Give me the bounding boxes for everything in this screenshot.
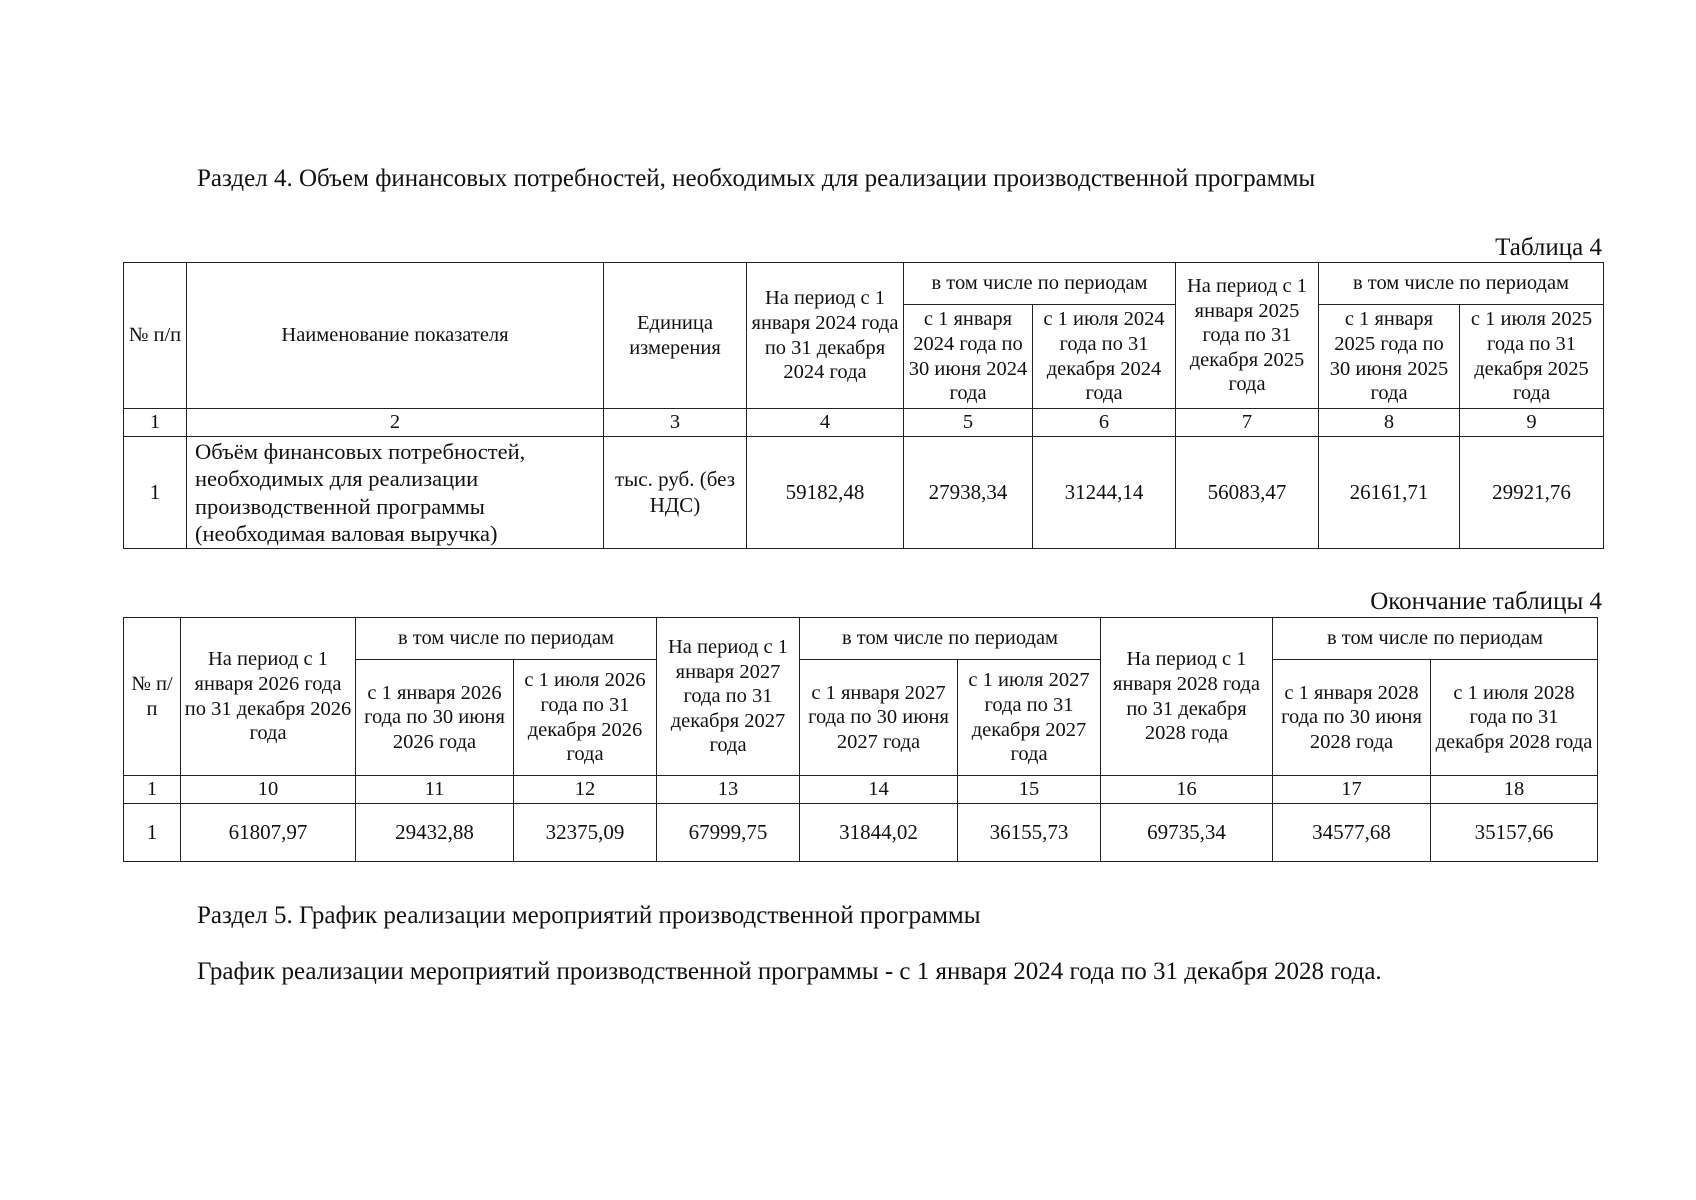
section-5-title: Раздел 5. График реализации мероприятий производственной программы bbox=[197, 902, 981, 929]
section-5-text: График реализации мероприятий производственной программы - с 1 января 2024 года по 31 декабря 2028 года. bbox=[197, 958, 1382, 985]
header-including-2025: в том числе по периодам bbox=[1319, 263, 1604, 305]
header-h1-2026: с 1 января 2026 года по 30 июня 2026 года bbox=[356, 660, 514, 776]
header-h2-2028: с 1 июля 2028 года по 31 декабря 2028 года bbox=[1431, 660, 1598, 776]
value-2025: 56083,47 bbox=[1176, 437, 1319, 549]
column-number-row bbox=[124, 776, 1598, 804]
header-h1-2024: с 1 января 2024 года по 30 июня 2024 года bbox=[904, 305, 1033, 409]
header-num: № п/п bbox=[124, 263, 187, 409]
column-number: 14 bbox=[800, 776, 958, 804]
table-4-caption: Таблица 4 bbox=[1495, 234, 1602, 261]
column-number: 18 bbox=[1431, 776, 1598, 804]
column-number: 12 bbox=[514, 776, 657, 804]
column-number: 13 bbox=[657, 776, 800, 804]
financial-needs-table-continuation bbox=[123, 617, 1598, 862]
section-4-title: Раздел 4. Объем финансовых потребностей, необходимых для реализации производственной программы bbox=[197, 165, 1316, 192]
financial-needs-table bbox=[123, 262, 1604, 549]
header-unit: Единица измерения bbox=[604, 263, 747, 409]
column-number: 10 bbox=[181, 776, 356, 804]
row-num: 1 bbox=[124, 437, 187, 549]
header-period-2028: На период с 1 января 2028 года по 31 декабря 2028 года bbox=[1101, 618, 1273, 776]
column-number: 5 bbox=[904, 409, 1033, 437]
header-h2-2027: с 1 июля 2027 года по 31 декабря 2027 года bbox=[958, 660, 1101, 776]
column-number-row bbox=[124, 409, 1604, 437]
value-2028: 69735,34 bbox=[1101, 804, 1273, 862]
column-number: 17 bbox=[1273, 776, 1431, 804]
column-number: 1 bbox=[124, 409, 187, 437]
column-number: 3 bbox=[604, 409, 747, 437]
unit-value: тыс. руб. (без НДС) bbox=[604, 437, 747, 549]
column-number: 1 bbox=[124, 776, 181, 804]
header-indicator-name: Наименование показателя bbox=[187, 263, 604, 409]
value-2024: 59182,48 bbox=[747, 437, 904, 549]
table-row bbox=[124, 804, 1598, 862]
column-number: 16 bbox=[1101, 776, 1273, 804]
value-h1-2025: 26161,71 bbox=[1319, 437, 1460, 549]
header-h1-2025: с 1 января 2025 года по 30 июня 2025 года bbox=[1319, 305, 1460, 409]
value-h1-2026: 29432,88 bbox=[356, 804, 514, 862]
column-number: 4 bbox=[747, 409, 904, 437]
value-2026: 61807,97 bbox=[181, 804, 356, 862]
header-num: № п/п bbox=[124, 618, 181, 776]
value-h1-2028: 34577,68 bbox=[1273, 804, 1431, 862]
column-number: 7 bbox=[1176, 409, 1319, 437]
row-num: 1 bbox=[124, 804, 181, 862]
header-period-2024: На период с 1 января 2024 года по 31 декабря 2024 года bbox=[747, 263, 904, 409]
header-including-2026: в том числе по периодам bbox=[356, 618, 657, 660]
value-h1-2027: 31844,02 bbox=[800, 804, 958, 862]
value-h2-2025: 29921,76 bbox=[1460, 437, 1604, 549]
header-including-2024: в том числе по периодам bbox=[904, 263, 1176, 305]
header-h1-2027: с 1 января 2027 года по 30 июня 2027 года bbox=[800, 660, 958, 776]
header-h2-2024: с 1 июля 2024 года по 31 декабря 2024 года bbox=[1033, 305, 1176, 409]
value-h2-2026: 32375,09 bbox=[514, 804, 657, 862]
column-number: 2 bbox=[187, 409, 604, 437]
value-2027: 67999,75 bbox=[657, 804, 800, 862]
header-h2-2026: с 1 июля 2026 года по 31 декабря 2026 года bbox=[514, 660, 657, 776]
column-number: 9 bbox=[1460, 409, 1604, 437]
header-period-2026: На период с 1 января 2026 года по 31 декабря 2026 года bbox=[181, 618, 356, 776]
header-h1-2028: с 1 января 2028 года по 30 июня 2028 года bbox=[1273, 660, 1431, 776]
value-h2-2027: 36155,73 bbox=[958, 804, 1101, 862]
value-h2-2024: 31244,14 bbox=[1033, 437, 1176, 549]
table-4-end-caption: Окончание таблицы 4 bbox=[1370, 588, 1602, 615]
indicator-name: Объём финансовых потребностей, необходимых для реализации производственной программы (необходимая валовая выручка) bbox=[187, 437, 604, 549]
header-period-2027: На период с 1 января 2027 года по 31 декабря 2027 года bbox=[657, 618, 800, 776]
column-number: 6 bbox=[1033, 409, 1176, 437]
column-number: 11 bbox=[356, 776, 514, 804]
value-h1-2024: 27938,34 bbox=[904, 437, 1033, 549]
value-h2-2028: 35157,66 bbox=[1431, 804, 1598, 862]
header-including-2028: в том числе по периодам bbox=[1273, 618, 1598, 660]
column-number: 8 bbox=[1319, 409, 1460, 437]
table-row bbox=[124, 437, 1604, 549]
header-period-2025: На период с 1 января 2025 года по 31 декабря 2025 года bbox=[1176, 263, 1319, 409]
header-including-2027: в том числе по периодам bbox=[800, 618, 1101, 660]
header-h2-2025: с 1 июля 2025 года по 31 декабря 2025 года bbox=[1460, 305, 1604, 409]
column-number: 15 bbox=[958, 776, 1101, 804]
